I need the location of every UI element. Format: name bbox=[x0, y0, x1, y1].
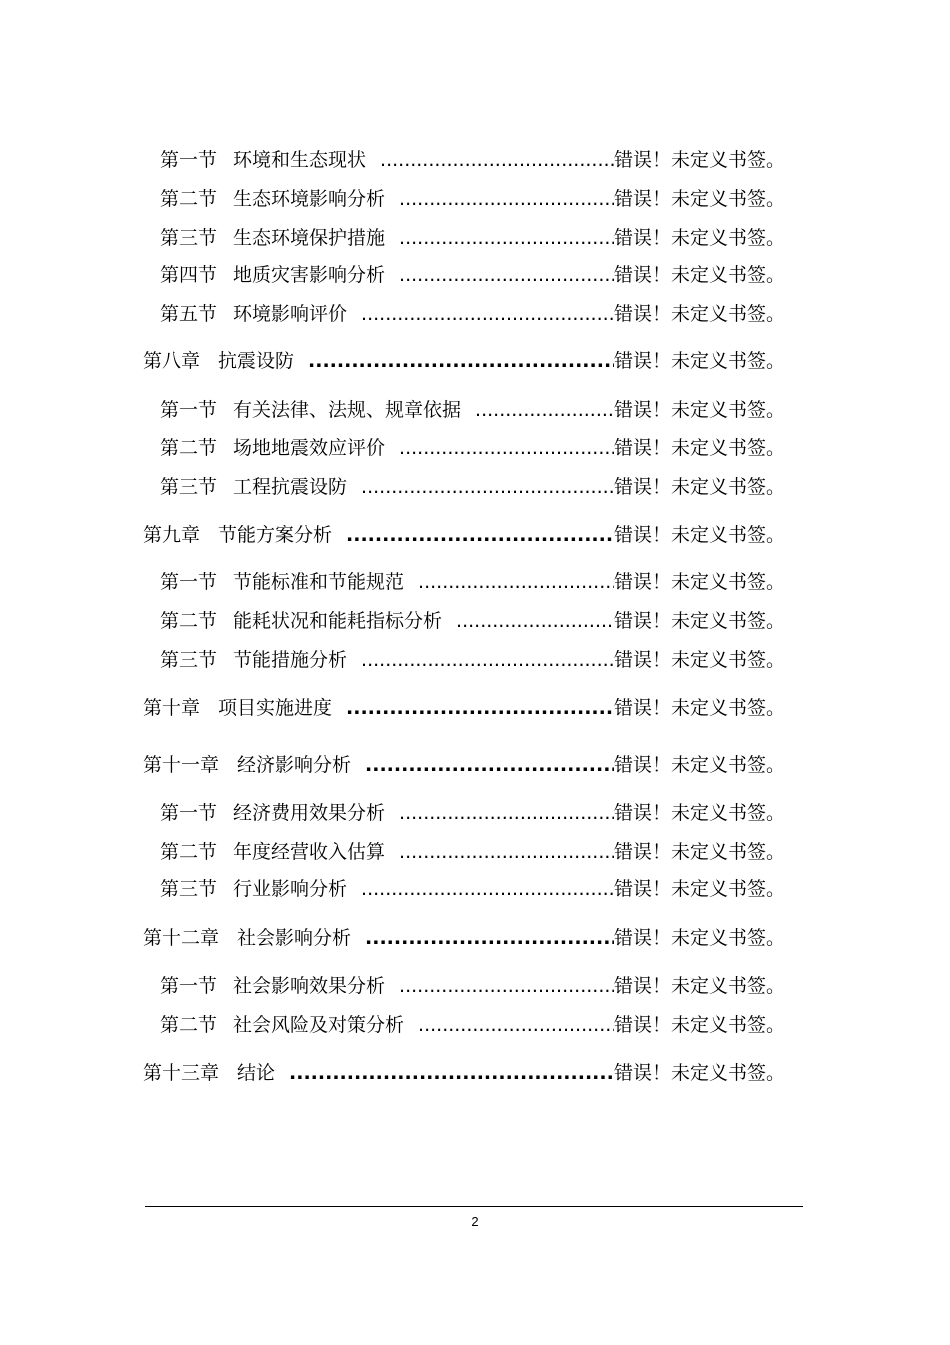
section-title: 地质灾害影响分析 bbox=[233, 264, 386, 286]
chapter-number: 第九章 bbox=[143, 524, 201, 546]
dot-leader bbox=[380, 145, 614, 175]
dot-leader bbox=[361, 645, 614, 675]
toc-entry[interactable] bbox=[160, 184, 785, 214]
toc-entry[interactable] bbox=[143, 1058, 785, 1088]
chapter-number: 第八章 bbox=[143, 350, 201, 372]
section-number: 第一节 bbox=[160, 149, 218, 171]
toc-entry[interactable] bbox=[160, 798, 785, 828]
section-title: 经济费用效果分析 bbox=[233, 802, 386, 824]
section-title: 环境和生态现状 bbox=[233, 149, 367, 171]
section-number: 第三节 bbox=[160, 476, 218, 498]
chapter-title: 节能方案分析 bbox=[218, 524, 333, 546]
section-title: 环境影响评价 bbox=[233, 303, 348, 325]
section-number: 第二节 bbox=[160, 1014, 218, 1036]
toc-entry[interactable] bbox=[160, 645, 785, 675]
page-number: 2 bbox=[471, 1214, 479, 1229]
page-reference: 错误！未定义书签。 bbox=[613, 476, 785, 498]
dot-leader bbox=[289, 1058, 614, 1088]
page-reference: 错误！未定义书签。 bbox=[613, 399, 785, 421]
toc-entry[interactable] bbox=[143, 750, 785, 780]
toc-entry[interactable] bbox=[143, 693, 785, 723]
section-number: 第二节 bbox=[160, 437, 218, 459]
dot-leader bbox=[346, 693, 614, 723]
page-reference: 错误！未定义书签。 bbox=[613, 571, 785, 593]
page-reference: 错误！未定义书签。 bbox=[613, 697, 785, 719]
section-number: 第一节 bbox=[160, 399, 218, 421]
section-title: 节能措施分析 bbox=[233, 649, 348, 671]
section-number: 第一节 bbox=[160, 802, 218, 824]
chapter-number: 第十三章 bbox=[143, 1062, 220, 1084]
dot-leader bbox=[399, 433, 614, 463]
dot-leader bbox=[361, 299, 614, 329]
toc-entry[interactable] bbox=[160, 299, 785, 329]
page-reference: 错误！未定义书签。 bbox=[613, 841, 785, 863]
page-reference: 错误！未定义书签。 bbox=[613, 754, 785, 776]
section-number: 第二节 bbox=[160, 188, 218, 210]
page-reference: 错误！未定义书签。 bbox=[613, 802, 785, 824]
toc-entry[interactable] bbox=[160, 874, 785, 904]
dot-leader bbox=[418, 1010, 614, 1040]
page-reference: 错误！未定义书签。 bbox=[613, 927, 785, 949]
page-reference: 错误！未定义书签。 bbox=[613, 188, 785, 210]
section-number: 第一节 bbox=[160, 975, 218, 997]
page-reference: 错误！未定义书签。 bbox=[613, 227, 785, 249]
toc-entry[interactable] bbox=[160, 223, 785, 253]
toc-entry[interactable] bbox=[160, 145, 785, 175]
page-reference: 错误！未定义书签。 bbox=[613, 649, 785, 671]
chapter-title: 项目实施进度 bbox=[218, 697, 333, 719]
toc-entry[interactable] bbox=[160, 433, 785, 463]
toc-entry[interactable] bbox=[143, 346, 785, 376]
section-title: 场地地震效应评价 bbox=[233, 437, 386, 459]
page-reference: 错误！未定义书签。 bbox=[613, 975, 785, 997]
section-number: 第二节 bbox=[160, 610, 218, 632]
section-number: 第四节 bbox=[160, 264, 218, 286]
dot-leader bbox=[399, 971, 614, 1001]
page-reference: 错误！未定义书签。 bbox=[613, 437, 785, 459]
page-reference: 错误！未定义书签。 bbox=[613, 149, 785, 171]
dot-leader bbox=[399, 223, 614, 253]
section-title: 能耗状况和能耗指标分析 bbox=[233, 610, 443, 632]
section-title: 行业影响分析 bbox=[233, 878, 348, 900]
toc-entry[interactable] bbox=[160, 1010, 785, 1040]
page-reference: 错误！未定义书签。 bbox=[613, 264, 785, 286]
dot-leader bbox=[399, 837, 614, 867]
dot-leader bbox=[418, 567, 614, 597]
section-title: 生态环境影响分析 bbox=[233, 188, 386, 210]
section-number: 第三节 bbox=[160, 878, 218, 900]
section-title: 生态环境保护措施 bbox=[233, 227, 386, 249]
toc-entry[interactable] bbox=[143, 923, 785, 953]
section-number: 第五节 bbox=[160, 303, 218, 325]
footer-divider bbox=[145, 1206, 803, 1207]
chapter-number: 第十章 bbox=[143, 697, 201, 719]
page-reference: 错误！未定义书签。 bbox=[613, 1062, 785, 1084]
dot-leader bbox=[361, 472, 614, 502]
section-title: 有关法律、法规、规章依据 bbox=[233, 399, 462, 421]
dot-leader bbox=[346, 520, 614, 550]
section-number: 第三节 bbox=[160, 649, 218, 671]
dot-leader bbox=[365, 750, 614, 780]
dot-leader bbox=[456, 606, 614, 636]
toc-entry[interactable] bbox=[160, 837, 785, 867]
page-reference: 错误！未定义书签。 bbox=[613, 524, 785, 546]
toc-entry[interactable] bbox=[143, 520, 785, 550]
toc-entry[interactable] bbox=[160, 260, 785, 290]
dot-leader bbox=[399, 184, 614, 214]
toc-entry[interactable] bbox=[160, 606, 785, 636]
section-number: 第二节 bbox=[160, 841, 218, 863]
section-title: 社会影响效果分析 bbox=[233, 975, 386, 997]
section-title: 节能标准和节能规范 bbox=[233, 571, 405, 593]
section-number: 第三节 bbox=[160, 227, 218, 249]
page-reference: 错误！未定义书签。 bbox=[613, 350, 785, 372]
section-title: 年度经营收入估算 bbox=[233, 841, 386, 863]
page-reference: 错误！未定义书签。 bbox=[613, 610, 785, 632]
dot-leader bbox=[361, 874, 614, 904]
dot-leader bbox=[399, 798, 614, 828]
section-title: 社会风险及对策分析 bbox=[233, 1014, 405, 1036]
chapter-title: 结论 bbox=[237, 1062, 276, 1084]
section-title: 工程抗震设防 bbox=[233, 476, 348, 498]
section-number: 第一节 bbox=[160, 571, 218, 593]
page-reference: 错误！未定义书签。 bbox=[613, 878, 785, 900]
dot-leader bbox=[475, 395, 614, 425]
toc-entry[interactable] bbox=[160, 395, 785, 425]
chapter-title: 经济影响分析 bbox=[237, 754, 352, 776]
toc-entry[interactable] bbox=[160, 567, 785, 597]
dot-leader bbox=[365, 923, 614, 953]
dot-leader bbox=[399, 260, 614, 290]
dot-leader bbox=[308, 346, 614, 376]
page-reference: 错误！未定义书签。 bbox=[613, 303, 785, 325]
toc-entry[interactable] bbox=[160, 971, 785, 1001]
chapter-number: 第十二章 bbox=[143, 927, 220, 949]
page-reference: 错误！未定义书签。 bbox=[613, 1014, 785, 1036]
chapter-title: 抗震设防 bbox=[218, 350, 295, 372]
chapter-number: 第十一章 bbox=[143, 754, 220, 776]
toc-entry[interactable] bbox=[160, 472, 785, 502]
chapter-title: 社会影响分析 bbox=[237, 927, 352, 949]
